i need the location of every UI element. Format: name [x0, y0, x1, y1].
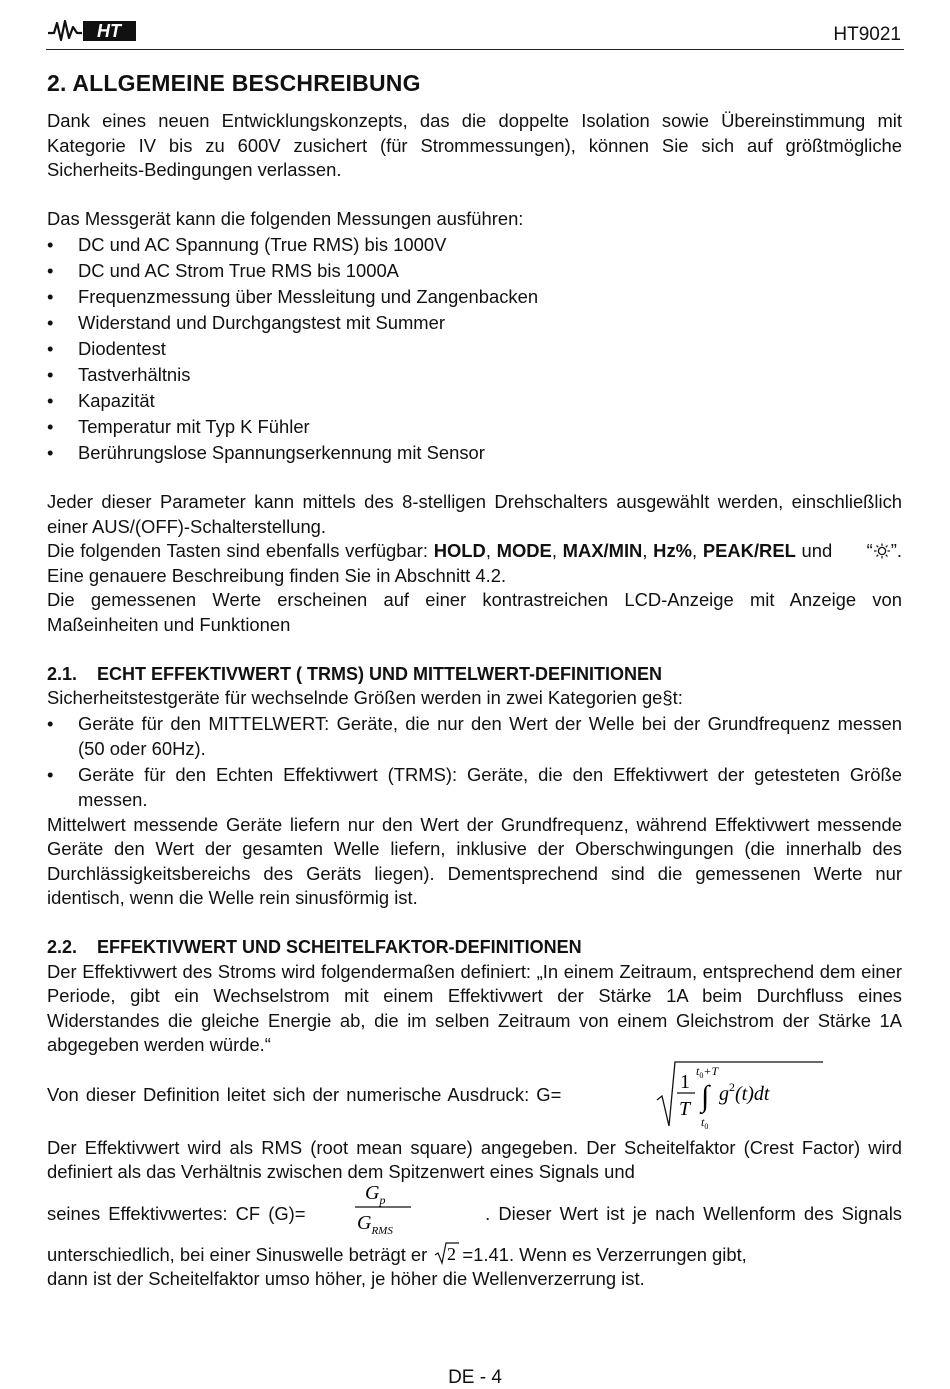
- section-2-title: 2. ALLGEMEINE BESCHREIBUNG: [47, 70, 421, 96]
- section-2-2-title: 2.2. EFFEKTIVWERT UND SCHEITELFAKTOR-DEFINITIONEN: [47, 937, 582, 957]
- rms-text: Der Effektivwert wird als RMS (root mean square) angegeben. Der Scheitelfaktor (Crest Factor) wird definiert als das Verhältnis zwischen dem Spitzenwert eines Signals und: [47, 1136, 902, 1182]
- svg-text:2: 2: [447, 1243, 457, 1264]
- svg-text:g2(t)dt: $g^2(t)dt$: [719, 1079, 770, 1105]
- rms-definition: Der Effektivwert des Stroms wird folgendermaßen definiert: „In einem Zeitraum, entsprechend dem einer Periode, gibt ein Wechselstrom mit einem Effektivwert der Stärke 1A beim Durchfluss eines Widerstandes die gleiche Energie ab, die im selben Zeitraum von einem Gleichstrom der Stärke 1A abgegeben werden würde.“: [47, 960, 902, 1055]
- measurements-list: [47, 232, 902, 466]
- key-mode: MODE: [496, 540, 552, 561]
- keys-text: Die folgenden Tasten sind ebenfalls verfügbar: HOLD, MODE, MAX/MIN, Hz%, PEAK/REL und “ ”. Eine genauere Beschreibung finden Sie in Abschnitt 4.2.: [47, 540, 902, 586]
- logo-text: HT: [97, 21, 121, 41]
- rms-formula: [653, 1056, 833, 1130]
- final-text: dann ist der Scheitelfaktor umso höher, je höher die Wellenverzerrung ist.: [47, 1268, 645, 1289]
- svg-text:t0+T: $t_0+T$: [696, 1063, 719, 1080]
- svg-text:∫: ∫: [701, 1079, 710, 1113]
- svg-text:t0: $t_0$: [701, 1114, 709, 1130]
- rms-formula-line: [47, 1062, 902, 1132]
- page-number: DE - 4: [448, 1367, 502, 1388]
- parameter-text: Jeder dieser Parameter kann mittels des 8-stelligen Drehschalters ausgewählt werden, einschließlich einer AUS/(OFF)-Schalterstellung.: [47, 491, 902, 537]
- crest-factor-line: [47, 1181, 902, 1241]
- list-item: • Diodentest: [47, 336, 902, 362]
- section-2-1-body: Mittelwert messende Geräte liefern nur den Wert der Grundfrequenz, während Effektivwert messende Geräte den Wert der gesamten Welle liefern, inklusive der Oberschwingungen (die innerhalb des Durchlässigkeitsbereichs des Geräts liegen). Dementsprechend sind die gemessenen Werte nur identisch, wenn die Welle rein sinusförmig ist.: [47, 813, 902, 908]
- svg-text:GRMS: $G_{RMS}$: [357, 1211, 393, 1237]
- sine-text: unterschiedlich, bei einer Sinuswelle beträgt er 2 =1.41. Wenn es Verzerrungen gibt,: [47, 1241, 902, 1268]
- cf-prefix: seines Effektivwertes: CF (G)=: [47, 1202, 306, 1224]
- list-item: • Geräte für den MITTELWERT: Geräte, die nur den Wert der Welle bei der Grundfrequenz messen (50 oder 60Hz).: [47, 711, 902, 762]
- list-item: • Tastverhältnis: [47, 362, 902, 388]
- list-item: • Geräte für den Echten Effektivwert (TRMS): Geräte, die den Effektivwert der getesteten Größe messen.: [47, 762, 902, 813]
- section-2-intro: Dank eines neuen Entwicklungskonzepts, das die doppelte Isolation sowie Übereinstimmung mit Kategorie IV bis zu 600V zusichert (für Strommessungen), können Sie sich auf größtmögliche Sicherheits-Bedingungen verlassen.: [47, 110, 902, 180]
- key-hold: HOLD: [433, 540, 486, 561]
- formula-intro: Von dieser Definition leitet sich der numerische Ausdruck: G=: [47, 1083, 562, 1105]
- key-peak-rel: PEAK/REL: [702, 540, 796, 561]
- sqrt-two: [434, 1241, 460, 1265]
- crest-factor-fraction: [353, 1179, 413, 1239]
- list-item: • Berührungslose Spannungserkennung mit Sensor: [47, 440, 902, 466]
- svg-text:Gp: $G_p$: [365, 1181, 386, 1207]
- svg-text:T: T: [679, 1097, 691, 1120]
- list-item: • DC und AC Strom True RMS bis 1000A: [47, 258, 902, 284]
- page-content: [47, 69, 902, 1292]
- measurements-intro: Das Messgerät kann die folgenden Messungen ausführen:: [47, 208, 524, 229]
- key-hz: Hz%: [653, 540, 693, 561]
- key-maxmin: MAX/MIN: [562, 540, 643, 561]
- list-item: • Kapazität: [47, 388, 902, 414]
- cf-suffix: . Dieser Wert ist je nach Wellenform des Signals: [485, 1202, 902, 1224]
- model-number: HT9021: [833, 24, 901, 45]
- ht-logo: [46, 18, 138, 44]
- section-2-1-intro: Sicherheitstestgeräte für wechselnde Größen werden in zwei Kategorien ge§t:: [47, 687, 683, 708]
- list-item: • DC und AC Spannung (True RMS) bis 1000V: [47, 232, 902, 258]
- lcd-text: Die gemessenen Werte erscheinen auf einer kontrastreichen LCD-Anzeige mit Anzeige von Maßeinheiten und Funktionen: [47, 589, 902, 635]
- list-item: • Temperatur mit Typ K Fühler: [47, 414, 902, 440]
- header-rule: [46, 49, 904, 50]
- section-2-1-title: 2.1. ECHT EFFEKTIVWERT ( TRMS) UND MITTELWERT-DEFINITIONEN: [47, 663, 662, 684]
- list-item: • Widerstand und Durchgangstest mit Summer: [47, 310, 902, 336]
- device-categories-list: [47, 711, 902, 813]
- svg-text:1: 1: [680, 1070, 690, 1093]
- list-item: • Frequenzmessung über Messleitung und Zangenbacken: [47, 284, 902, 310]
- backlight-icon: [873, 543, 891, 559]
